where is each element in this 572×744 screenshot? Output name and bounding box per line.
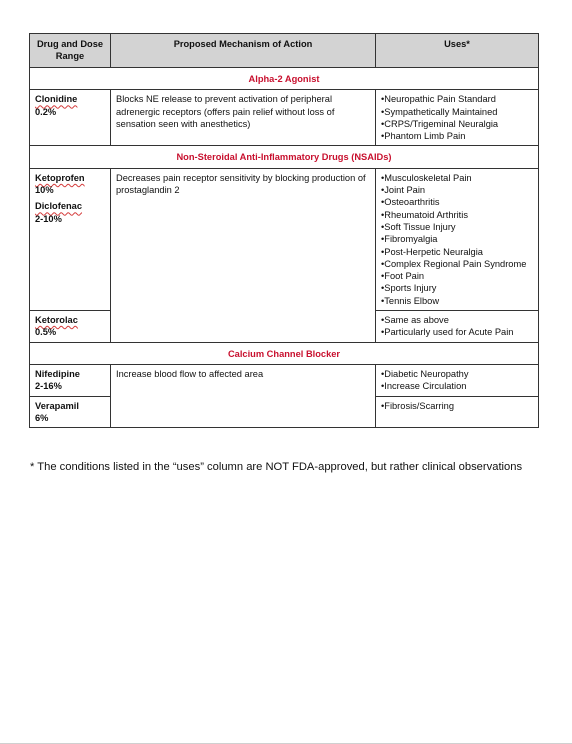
use-item: • Phantom Limb Pain xyxy=(381,130,533,142)
section-row xyxy=(30,146,539,168)
drug-cell xyxy=(30,364,111,396)
uses-cell xyxy=(376,364,539,396)
uses-cell xyxy=(376,396,539,428)
use-item: • Foot Pain xyxy=(381,270,533,282)
header-drug-dose: Drug and Dose Range xyxy=(30,34,111,68)
use-item: • Soft Tissue Injury xyxy=(381,221,533,233)
section-title-alpha2: Alpha-2 Agonist xyxy=(30,68,539,90)
drug-name: Diclofenac xyxy=(35,201,83,212)
header-mechanism: Proposed Mechanism of Action xyxy=(111,34,376,68)
use-item: • Joint Pain xyxy=(381,184,533,196)
use-item: • Sympathetically Maintained xyxy=(381,106,533,118)
drug-name: Ketorolac xyxy=(35,315,78,326)
table-row xyxy=(30,364,539,396)
use-item: • Fibromyalgia xyxy=(381,233,533,245)
mechanism-cell: Blocks NE release to prevent activation of peripheral adrenergic receptors (offers pain relief without loss of sensation seen with anesthetics) xyxy=(111,90,376,146)
use-item: • Fibrosis/Scarring xyxy=(381,400,533,412)
drug-dose: 0.5% xyxy=(35,327,57,338)
drug-cell xyxy=(30,90,111,146)
use-item: • Diabetic Neuropathy xyxy=(381,368,533,380)
drug-cell xyxy=(30,396,111,428)
drug-cell xyxy=(30,168,111,310)
section-title-calcium: Calcium Channel Blocker xyxy=(30,342,539,364)
use-item: • Post-Herpetic Neuralgia xyxy=(381,246,533,258)
use-item: • Particularly used for Acute Pain xyxy=(381,326,533,338)
use-item: • Neuropathic Pain Standard xyxy=(381,93,533,105)
footnote: * The conditions listed in the “uses” column are NOT FDA-approved, but rather clinical observations xyxy=(30,461,523,473)
use-item: • Increase Circulation xyxy=(381,380,533,392)
use-item: • Same as above xyxy=(381,314,533,326)
drug-dose: 2-10% xyxy=(35,213,62,224)
table-row xyxy=(30,168,539,310)
table-row xyxy=(30,90,539,146)
uses-cell xyxy=(376,311,539,343)
drug-dose: 6% xyxy=(35,412,49,423)
drug-table xyxy=(29,33,539,428)
use-item: • CRPS/Trigeminal Neuralgia xyxy=(381,118,533,130)
drug-dose: 10% xyxy=(35,185,54,196)
header-uses: Uses* xyxy=(376,34,539,68)
uses-cell xyxy=(376,168,539,310)
drug-cell xyxy=(30,311,111,343)
section-row xyxy=(30,342,539,364)
drug-dose: 2-16% xyxy=(35,381,62,392)
table-header-row xyxy=(30,34,539,68)
mechanism-cell: Increase blood flow to affected area xyxy=(111,364,376,427)
drug-name: Ketoprofen xyxy=(35,172,85,183)
mechanism-cell: Decreases pain receptor sensitivity by blocking production of prostaglandin 2 xyxy=(111,168,376,342)
use-item: • Complex Regional Pain Syndrome xyxy=(381,258,533,270)
use-item: • Tennis Elbow xyxy=(381,295,533,307)
drug-name: Nifedipine xyxy=(35,368,80,379)
use-item: • Sports Injury xyxy=(381,282,533,294)
section-row xyxy=(30,68,539,90)
use-item: • Musculoskeletal Pain xyxy=(381,172,533,184)
uses-cell xyxy=(376,90,539,146)
section-title-nsaids: Non-Steroidal Anti-Inflammatory Drugs (NSAIDs) xyxy=(30,146,539,168)
drug-dose: 0.2% xyxy=(35,106,57,117)
drug-name: Verapamil xyxy=(35,400,79,411)
use-item: • Osteoarthritis xyxy=(381,196,533,208)
use-item: • Rheumatoid Arthritis xyxy=(381,209,533,221)
drug-name: Clonidine xyxy=(35,94,78,105)
